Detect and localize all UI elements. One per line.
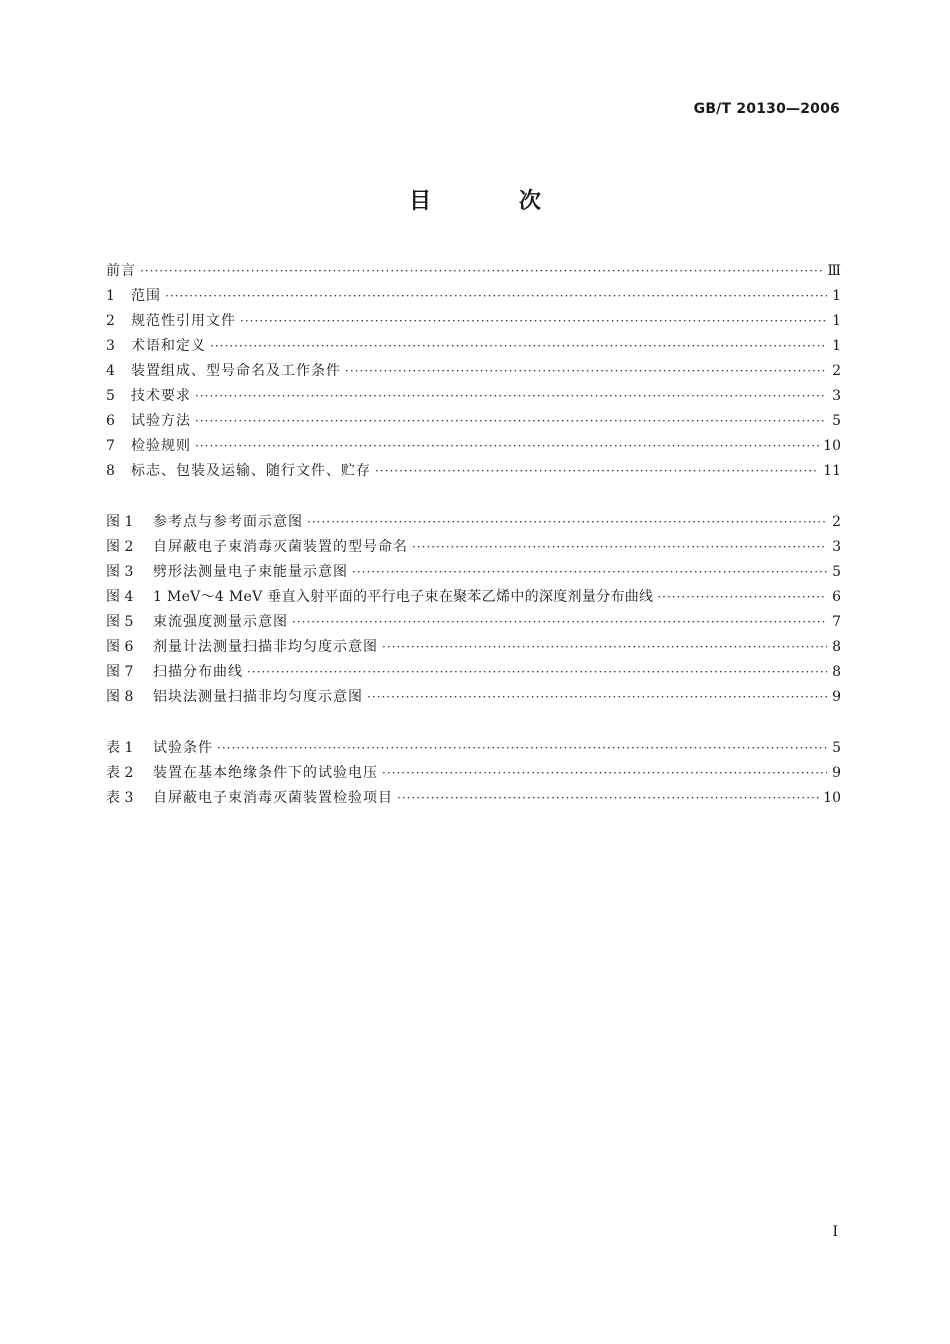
toc-entry-table-2[interactable]: [106, 761, 841, 786]
toc-leader-dots: [382, 635, 827, 660]
toc-leader-dots: [397, 786, 819, 811]
toc-leader-dots: [292, 610, 827, 635]
toc-leader-dots: [217, 736, 827, 761]
toc-entry-number: 1: [106, 288, 115, 304]
toc-entry-page: 10: [823, 438, 841, 454]
toc-entry-page: 7: [832, 614, 841, 630]
toc-entry-section-3[interactable]: [106, 334, 841, 359]
toc-entry-page: 6: [832, 589, 841, 605]
toc-leader-dots: [657, 585, 827, 610]
toc-leader-dots: [195, 384, 827, 409]
toc-entry-page: 1: [832, 338, 841, 354]
toc-entry-page: 2: [832, 514, 841, 530]
toc-entry-section-4[interactable]: [106, 359, 841, 384]
toc-entry-table-1[interactable]: [106, 736, 841, 761]
toc-entry-label: 扫描分布曲线: [153, 664, 243, 680]
toc-entry-page: 3: [832, 539, 841, 555]
toc-entry-page: 9: [832, 765, 841, 781]
toc-entry-page: 10: [823, 790, 841, 806]
toc-entry-number: 图 2: [106, 539, 134, 555]
toc-leader-dots: [240, 309, 827, 334]
toc-entry-figure-8[interactable]: [106, 685, 841, 710]
toc-entry-label: 术语和定义: [131, 338, 206, 354]
page-title: 目 次: [409, 189, 581, 214]
toc-entry-section-8[interactable]: [106, 459, 841, 484]
toc-entry-label: 试验条件: [153, 740, 213, 756]
toc-entry-page: 5: [832, 413, 841, 429]
toc-entry-page: 9: [832, 689, 841, 705]
toc-entry-figure-6[interactable]: [106, 635, 841, 660]
toc-entry-figure-2[interactable]: [106, 535, 841, 560]
toc-entry-figure-1[interactable]: [106, 510, 841, 535]
toc-entry-page: 11: [823, 463, 841, 479]
toc-entry-number: 4: [106, 363, 115, 379]
toc-entry-section-7[interactable]: [106, 434, 841, 459]
toc-leader-dots: [375, 459, 819, 484]
toc-entry-table-3[interactable]: [106, 786, 841, 811]
toc-entry-page: 5: [832, 564, 841, 580]
toc-entry-section-6[interactable]: [106, 409, 841, 434]
toc-leader-dots: [195, 409, 827, 434]
toc-entry-label: 检验规则: [131, 438, 191, 454]
toc-entry-number: 6: [106, 413, 115, 429]
toc-entry-number: 图 4: [106, 589, 134, 605]
toc-entry-page: 1: [832, 313, 841, 329]
toc-entry-section-2[interactable]: [106, 309, 841, 334]
toc-entry-label: 规范性引用文件: [131, 313, 236, 329]
toc-entry-label: 装置在基本绝缘条件下的试验电压: [153, 765, 378, 781]
toc-entry-label: 标志、包装及运输、随行文件、贮存: [131, 463, 371, 479]
toc-leader-dots: [345, 359, 827, 384]
toc-leader-dots: [412, 535, 827, 560]
toc-entry-section-5[interactable]: [106, 384, 841, 409]
toc-entry-label: 铝块法测量扫描非均匀度示意图: [153, 689, 363, 705]
toc-entry-page: Ⅲ: [827, 263, 841, 279]
toc-entry-preface[interactable]: [106, 259, 841, 284]
toc-entry-label: 自屏蔽电子束消毒灭菌装置的型号命名: [153, 539, 408, 555]
toc-entry-number: 图 3: [106, 564, 134, 580]
toc-sections: [106, 259, 841, 484]
toc-entry-page: 8: [832, 664, 841, 680]
toc-entry-number: 图 1: [106, 514, 134, 530]
toc-entry-number: 表 3: [106, 790, 134, 806]
toc-entry-label: 1 MeV～4 MeV 垂直入射平面的平行电子束在聚苯乙烯中的深度剂量分布曲线: [153, 589, 654, 605]
toc-leader-dots: [140, 259, 823, 284]
toc-entry-figure-3[interactable]: [106, 560, 841, 585]
toc-leader-dots: [382, 761, 827, 786]
toc-entry-label: 束流强度测量示意图: [153, 614, 288, 630]
toc-leader-dots: [367, 685, 827, 710]
toc-leader-dots: [165, 284, 827, 309]
toc-entry-number: 3: [106, 338, 115, 354]
toc-leader-dots: [210, 334, 827, 359]
toc-entry-number: 5: [106, 388, 115, 404]
toc-leader-dots: [247, 660, 827, 685]
toc-entry-number: 8: [106, 463, 115, 479]
standard-code: GB/T 20130—2006: [693, 101, 840, 117]
page-number: I: [832, 1224, 838, 1240]
toc-entry-page: 1: [832, 288, 841, 304]
toc-entry-number: 2: [106, 313, 115, 329]
toc-entry-label: 装置组成、型号命名及工作条件: [131, 363, 341, 379]
toc-entry-label: 试验方法: [131, 413, 191, 429]
toc-entry-label: 剂量计法测量扫描非均匀度示意图: [153, 639, 378, 655]
toc-entry-label: 自屏蔽电子束消毒灭菌装置检验项目: [153, 790, 393, 806]
toc-entry-number: 表 1: [106, 740, 134, 756]
toc-entry-section-1[interactable]: [106, 284, 841, 309]
toc-entry-figure-7[interactable]: [106, 660, 841, 685]
toc-leader-dots: [195, 434, 819, 459]
toc-entry-page: 3: [832, 388, 841, 404]
toc-entry-label: 劈形法测量电子束能量示意图: [153, 564, 348, 580]
toc-entry-figure-5[interactable]: [106, 610, 841, 635]
toc-entry-number: 7: [106, 438, 115, 454]
toc-entry-number: 图 5: [106, 614, 134, 630]
toc-leader-dots: [307, 510, 827, 535]
toc-tables: [106, 736, 841, 811]
toc-entry-number: 图 8: [106, 689, 134, 705]
toc-entry-label: 前言: [106, 263, 136, 279]
toc-leader-dots: [352, 560, 827, 585]
toc-entry-page: 5: [832, 740, 841, 756]
toc-figures: [106, 510, 841, 710]
toc-entry-label: 范围: [131, 288, 161, 304]
toc-entry-number: 图 7: [106, 664, 134, 680]
toc-entry-figure-4[interactable]: [106, 585, 841, 610]
toc-entry-label: 参考点与参考面示意图: [153, 514, 303, 530]
toc-entry-page: 2: [832, 363, 841, 379]
toc-entry-page: 8: [832, 639, 841, 655]
toc-entry-number: 表 2: [106, 765, 134, 781]
toc-entry-number: 图 6: [106, 639, 134, 655]
toc-entry-label: 技术要求: [131, 388, 191, 404]
